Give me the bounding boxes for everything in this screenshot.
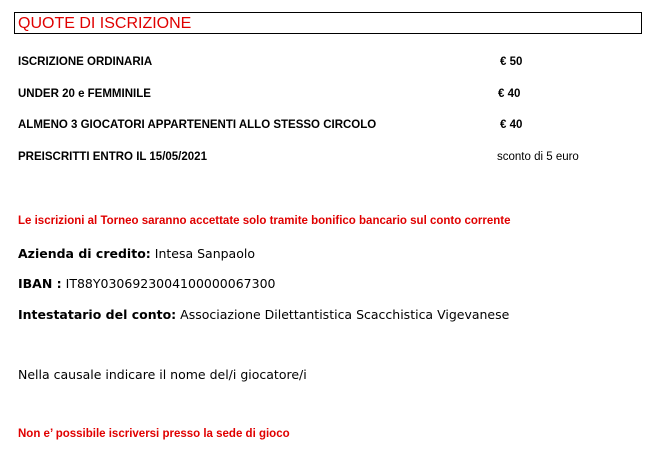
bank-line <box>18 246 255 261</box>
fee-amount: € 40 <box>500 119 523 131</box>
iban-line <box>18 276 275 291</box>
holder-value: Associazione Dilettantistica Scacchistica Vigevanese <box>176 307 510 322</box>
fee-label: ISCRIZIONE ORDINARIA <box>18 56 153 68</box>
fee-row-preiscritti <box>18 151 638 167</box>
holder-label: Intestatario del conto: <box>18 307 177 322</box>
fee-label: UNDER 20 e FEMMINILE <box>18 88 151 100</box>
onsite-notice: Non e’ possibile iscriversi presso la sede di gioco <box>18 428 290 440</box>
title-box <box>14 12 642 34</box>
fee-amount: sconto di 5 euro <box>497 151 579 163</box>
bank-value: Intesa Sanpaolo <box>150 246 255 261</box>
fee-amount: € 50 <box>500 56 523 68</box>
bank-label: Azienda di credito: <box>18 246 151 261</box>
fee-label: PREISCRITTI ENTRO IL 15/05/2021 <box>18 151 207 163</box>
causale-line: Nella causale indicare il nome del/i giocatore/i <box>18 367 307 382</box>
iban-value: IT88Y0306923004100000067300 <box>61 276 276 291</box>
page-title: QUOTE DI ISCRIZIONE <box>18 15 192 32</box>
fee-row-under20 <box>18 88 638 104</box>
iban-label: IBAN : <box>18 276 62 291</box>
fee-row-circolo <box>18 119 638 135</box>
fee-amount: € 40 <box>498 88 521 100</box>
fee-label: ALMENO 3 GIOCATORI APPARTENENTI ALLO STESSO CIRCOLO <box>18 119 377 131</box>
payment-notice: Le iscrizioni al Torneo saranno accettate solo tramite bonifico bancario sul conto corrente <box>18 215 511 227</box>
fee-row-ordinaria <box>18 56 638 72</box>
holder-line <box>18 307 509 322</box>
